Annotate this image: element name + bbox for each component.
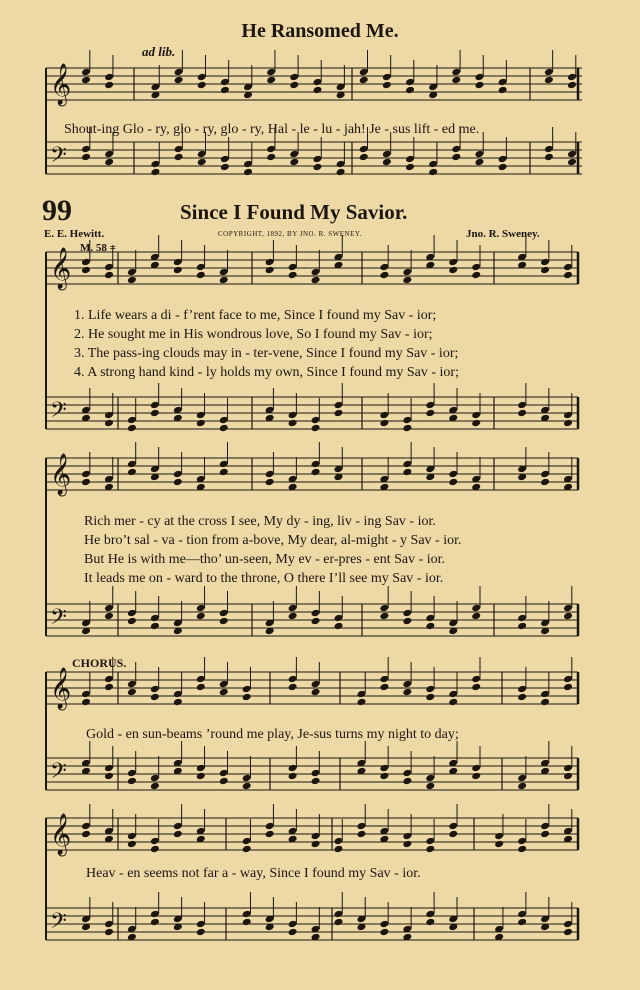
note-head [311, 468, 321, 477]
note-head [405, 86, 415, 95]
note-head [173, 698, 183, 707]
note-head [289, 158, 299, 167]
note-head [288, 772, 298, 781]
note-head [288, 419, 298, 428]
verse-1-line-1: 1. Life wears a di - f’rent face to me, Since I found my Sav - ior; [74, 308, 437, 323]
note-head [563, 271, 573, 280]
note-head [150, 693, 160, 702]
note-head [451, 153, 461, 162]
note-head [127, 424, 137, 433]
treble-clef: 𝄞 [50, 248, 72, 289]
note-head [379, 928, 389, 937]
note-head [540, 698, 550, 707]
note-head [219, 468, 229, 477]
note-head [311, 617, 321, 626]
note-head [402, 777, 412, 786]
note-head [382, 158, 392, 167]
hymn-author: E. E. Hewitt. [44, 228, 105, 240]
note-head [150, 168, 160, 177]
note-head [517, 918, 527, 927]
note-head [448, 698, 458, 707]
note-head [197, 158, 207, 167]
note-head [127, 688, 137, 697]
bass-clef: 𝄢 [50, 605, 67, 635]
note-head [425, 622, 435, 631]
hymn-title: Since I Found My Savior. [180, 200, 408, 224]
note-head [127, 617, 137, 626]
first-hymn-title: He Ransomed Me. [241, 20, 399, 42]
note-head [196, 683, 206, 692]
note-head [563, 772, 573, 781]
note-head [265, 478, 275, 487]
note-head [288, 928, 298, 937]
note-head [104, 772, 114, 781]
note-head [311, 688, 321, 697]
note-head [471, 772, 481, 781]
note-head [474, 158, 484, 167]
note-head [336, 168, 346, 177]
note-head [563, 612, 573, 621]
note-head [540, 830, 550, 839]
first-hymn-lyric: Shout-ing Glo - ry, glo - ry, glo - ry, Hal - le - lu - jah! Je - sus lift - ed me. [64, 122, 480, 137]
chorus-line-1: Gold - en sun-beams ’round me play, Je-sus turns my night to day; [86, 727, 459, 742]
note-head [104, 612, 114, 621]
note-head [174, 76, 184, 85]
note-head [471, 683, 481, 692]
note-head [127, 276, 137, 285]
note-head [448, 478, 458, 487]
note-head [104, 158, 114, 167]
note-head [334, 409, 344, 418]
note-head [379, 683, 389, 692]
note-head [334, 845, 344, 854]
note-head [425, 918, 435, 927]
note-head [356, 830, 366, 839]
note-head [150, 845, 160, 854]
note-head [540, 478, 550, 487]
note-head [196, 612, 206, 621]
note-head [150, 782, 160, 791]
note-head [498, 163, 508, 172]
metronome-mark: M. 58 = [80, 242, 116, 254]
note-head [243, 168, 253, 177]
chorus-label: CHORUS. [72, 656, 127, 670]
note-head [311, 777, 321, 786]
bass-clef: 𝄢 [50, 909, 67, 939]
note-head [265, 830, 275, 839]
treble-clef: 𝄞 [50, 454, 72, 495]
note-head [334, 622, 344, 631]
note-head [81, 830, 91, 839]
treble-clef: 𝄞 [50, 668, 72, 709]
verse-3-line-2: But He is with me—tho’ un-seen, My ev - er-pres - ent Sav - ior. [84, 552, 446, 567]
verse-2-line-1: 2. He sought me in His wondrous love, So I found my Sav - ior; [74, 327, 433, 342]
note-head [81, 266, 91, 275]
note-head [425, 782, 435, 791]
note-head [379, 271, 389, 280]
note-head [382, 81, 392, 90]
note-head [104, 419, 114, 428]
note-head [402, 840, 412, 849]
note-head [173, 478, 183, 487]
note-head [405, 163, 415, 172]
note-head [288, 271, 298, 280]
note-head [220, 163, 230, 172]
hymn-composer: Jno. R. Sweney. [466, 228, 540, 240]
note-head [265, 266, 275, 275]
bass-clef: 𝄢 [50, 398, 67, 428]
note-head [220, 86, 230, 95]
note-head [311, 840, 321, 849]
note-head [498, 86, 508, 95]
note-head [471, 271, 481, 280]
note-head [219, 424, 229, 433]
note-head [567, 158, 577, 167]
note-head [104, 81, 114, 90]
note-head [219, 777, 229, 786]
note-head [289, 81, 299, 90]
note-head [196, 928, 206, 937]
hymn-number: 99 [42, 194, 72, 227]
note-head [104, 271, 114, 280]
note-head [474, 81, 484, 90]
note-head [471, 612, 481, 621]
note-head [448, 266, 458, 275]
note-head [196, 419, 206, 428]
tempo-marking: ad lib. [142, 44, 176, 59]
note-head [379, 612, 389, 621]
note-head [428, 168, 438, 177]
note-head [379, 419, 389, 428]
hymn-copyright: COPYRIGHT, 1892, BY JNO. R. SWENEY. [218, 230, 362, 238]
note-head [219, 617, 229, 626]
note-head [81, 153, 91, 162]
note-head [334, 918, 344, 927]
note-head [196, 772, 206, 781]
note-head [81, 76, 91, 85]
note-head [451, 76, 461, 85]
note-head [266, 153, 276, 162]
verse-2-line-2: He bro’t sal - va - tion from a-bove, My dear, al-might - y Sav - ior. [84, 533, 462, 548]
note-head [402, 617, 412, 626]
note-head [104, 683, 114, 692]
note-head [150, 409, 160, 418]
verse-1-line-2: Rich mer - cy at the cross I see, My dy - ing, liv - ing Sav - ior. [84, 514, 436, 529]
verse-4-line-1: 4. A strong hand kind - ly holds my own, Since I found my Sav - ior; [74, 365, 459, 380]
note-head [563, 419, 573, 428]
bass-clef: 𝄢 [50, 759, 67, 789]
note-head [517, 845, 527, 854]
note-head [312, 86, 322, 95]
verse-4-line-2: It leads me on - ward to the throne, O there I’ll see my Sav - ior. [84, 571, 444, 586]
note-head [402, 276, 412, 285]
note-head [448, 830, 458, 839]
note-head [150, 918, 160, 927]
note-head [359, 153, 369, 162]
treble-clef: 𝄞 [50, 814, 72, 855]
note-head [311, 424, 321, 433]
note-head [242, 693, 252, 702]
note-head [173, 830, 183, 839]
note-head [425, 693, 435, 702]
note-head [288, 683, 298, 692]
bass-clef: 𝄢 [50, 143, 67, 173]
note-head [81, 698, 91, 707]
note-head [242, 918, 252, 927]
note-head [567, 81, 577, 90]
note-head [494, 840, 504, 849]
note-head [173, 266, 183, 275]
note-head [266, 76, 276, 85]
verse-3-line-1: 3. The pass-ing clouds may in - ter-vene, Since I found my Sav - ior; [74, 346, 459, 361]
note-head [196, 271, 206, 280]
note-head [356, 698, 366, 707]
note-head [127, 777, 137, 786]
note-head [402, 688, 412, 697]
note-head [540, 266, 550, 275]
note-head [402, 468, 412, 477]
note-head [81, 478, 91, 487]
note-head [425, 845, 435, 854]
chorus-line-2: Heav - en seems not far a - way, Since I found my Sav - ior. [86, 866, 421, 881]
note-head [471, 419, 481, 428]
note-head [359, 76, 369, 85]
note-head [402, 424, 412, 433]
note-head [312, 163, 322, 172]
note-head [544, 153, 554, 162]
note-head [517, 782, 527, 791]
note-head [563, 928, 573, 937]
note-head [517, 409, 527, 418]
note-head [127, 840, 137, 849]
note-head [544, 76, 554, 85]
note-head [242, 782, 252, 791]
note-head [197, 81, 207, 90]
note-head [219, 276, 229, 285]
treble-clef: 𝄞 [50, 64, 72, 105]
note-head [563, 683, 573, 692]
note-head [311, 276, 321, 285]
note-head [104, 928, 114, 937]
note-head [150, 622, 160, 631]
note-head [219, 688, 229, 697]
note-head [425, 409, 435, 418]
note-head [127, 468, 137, 477]
note-head [379, 772, 389, 781]
note-head [174, 153, 184, 162]
note-head [242, 845, 252, 854]
note-head [517, 622, 527, 631]
note-head [288, 612, 298, 621]
note-head [517, 693, 527, 702]
